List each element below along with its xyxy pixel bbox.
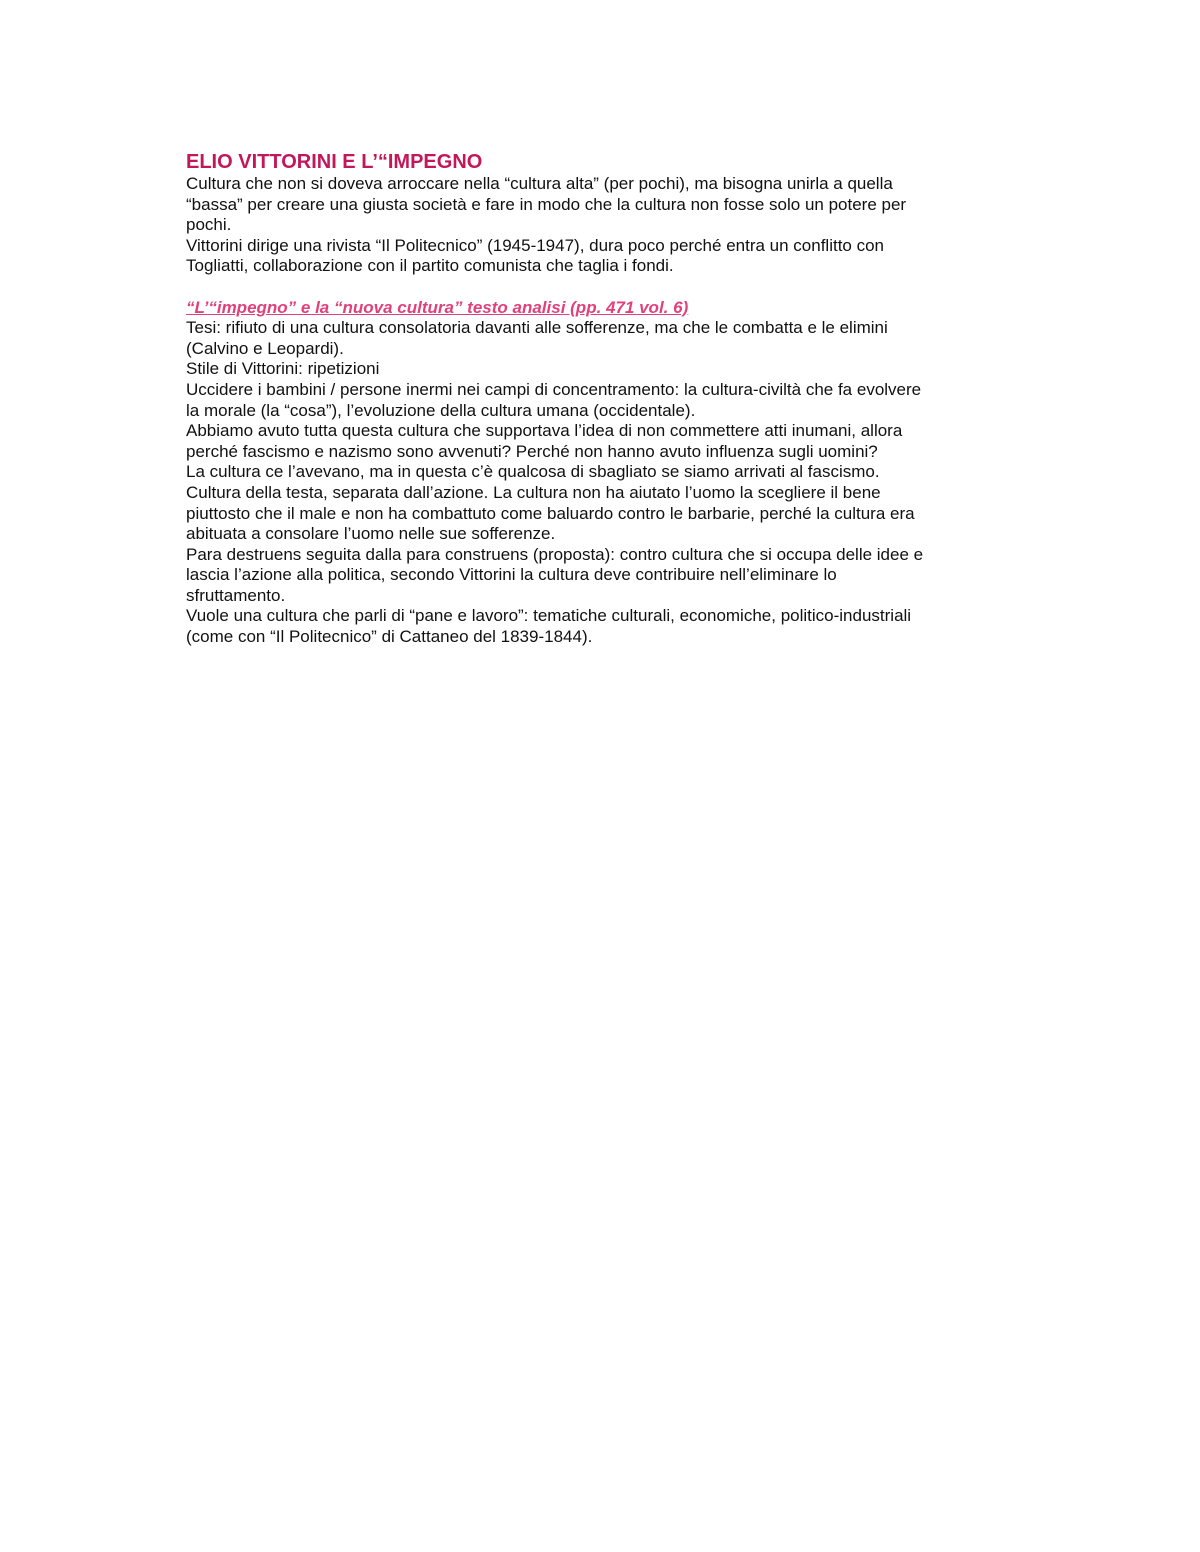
body-line: Cultura della testa, separata dall’azione. La cultura non ha aiutato l’uomo la scegliere il bene <box>186 482 881 502</box>
intro-line: pochi. <box>186 215 232 235</box>
body-line: sfruttamento. <box>186 585 286 605</box>
intro-section <box>186 174 1026 277</box>
body-line: Tesi: rifiuto di una cultura consolatoria davanti alle sofferenze, ma che le combatta e le elimini <box>186 318 888 338</box>
body-line: La cultura ce l’avevano, ma in questa c’è qualcosa di sbagliato se siamo arrivati al fascismo. <box>186 462 880 482</box>
body-line: (come con “Il Politecnico” di Cattaneo del 1839-1844). <box>186 627 593 647</box>
intro-line: Vittorini dirige una rivista “Il Politecnico” (1945-1947), dura poco perché entra un conflitto con <box>186 235 885 255</box>
intro-line: Cultura che non si doveva arroccare nella “cultura alta” (per pochi), ma bisogna unirla a quella <box>186 174 893 193</box>
body-line: Stile di Vittorini: ripetizioni <box>186 359 380 379</box>
body-line: la morale (la “cosa”), l’evoluzione della cultura umana (occidentale). <box>186 400 696 420</box>
body-line: perché fascismo e nazismo sono avvenuti? Perché non hanno avuto influenza sugli uomini? <box>186 441 878 461</box>
section-subheading: “L’“impegno” e la “nuova cultura” testo analisi (pp. 471 vol. 6) <box>186 297 689 317</box>
body-line: piuttosto che il male e non ha combattuto come baluardo contro le barbarie, perché la cultura era <box>186 503 915 523</box>
body-line: Para destruens seguita dalla para construens (proposta): contro cultura che si occupa delle idee e <box>186 544 924 564</box>
body-line: lascia l’azione alla politica, secondo Vittorini la cultura deve contribuire nell’eliminare lo <box>186 565 837 585</box>
section-spacer <box>186 277 1026 298</box>
intro-line: “bassa” per creare una giusta società e fare in modo che la cultura non fosse solo un potere per <box>186 194 907 214</box>
body-line: Vuole una cultura che parli di “pane e lavoro”: tematiche culturali, economiche, politico-industriali <box>186 606 912 626</box>
body-section <box>186 318 1026 648</box>
body-line: Uccidere i bambini / persone inermi nei campi di concentramento: la cultura-civiltà che fa evolvere <box>186 379 922 399</box>
body-line: (Calvino e Leopardi). <box>186 338 344 358</box>
document-title: ELIO VITTORINI E L’“IMPEGNO <box>186 151 483 173</box>
body-line: abituata a consolare l’uomo nelle sue sofferenze. <box>186 524 556 544</box>
intro-line: Togliatti, collaborazione con il partito comunista che taglia i fondi. <box>186 256 674 276</box>
document-content <box>186 150 1026 648</box>
body-line: Abbiamo avuto tutta questa cultura che supportava l’idea di non commettere atti inumani, allora <box>186 421 903 441</box>
